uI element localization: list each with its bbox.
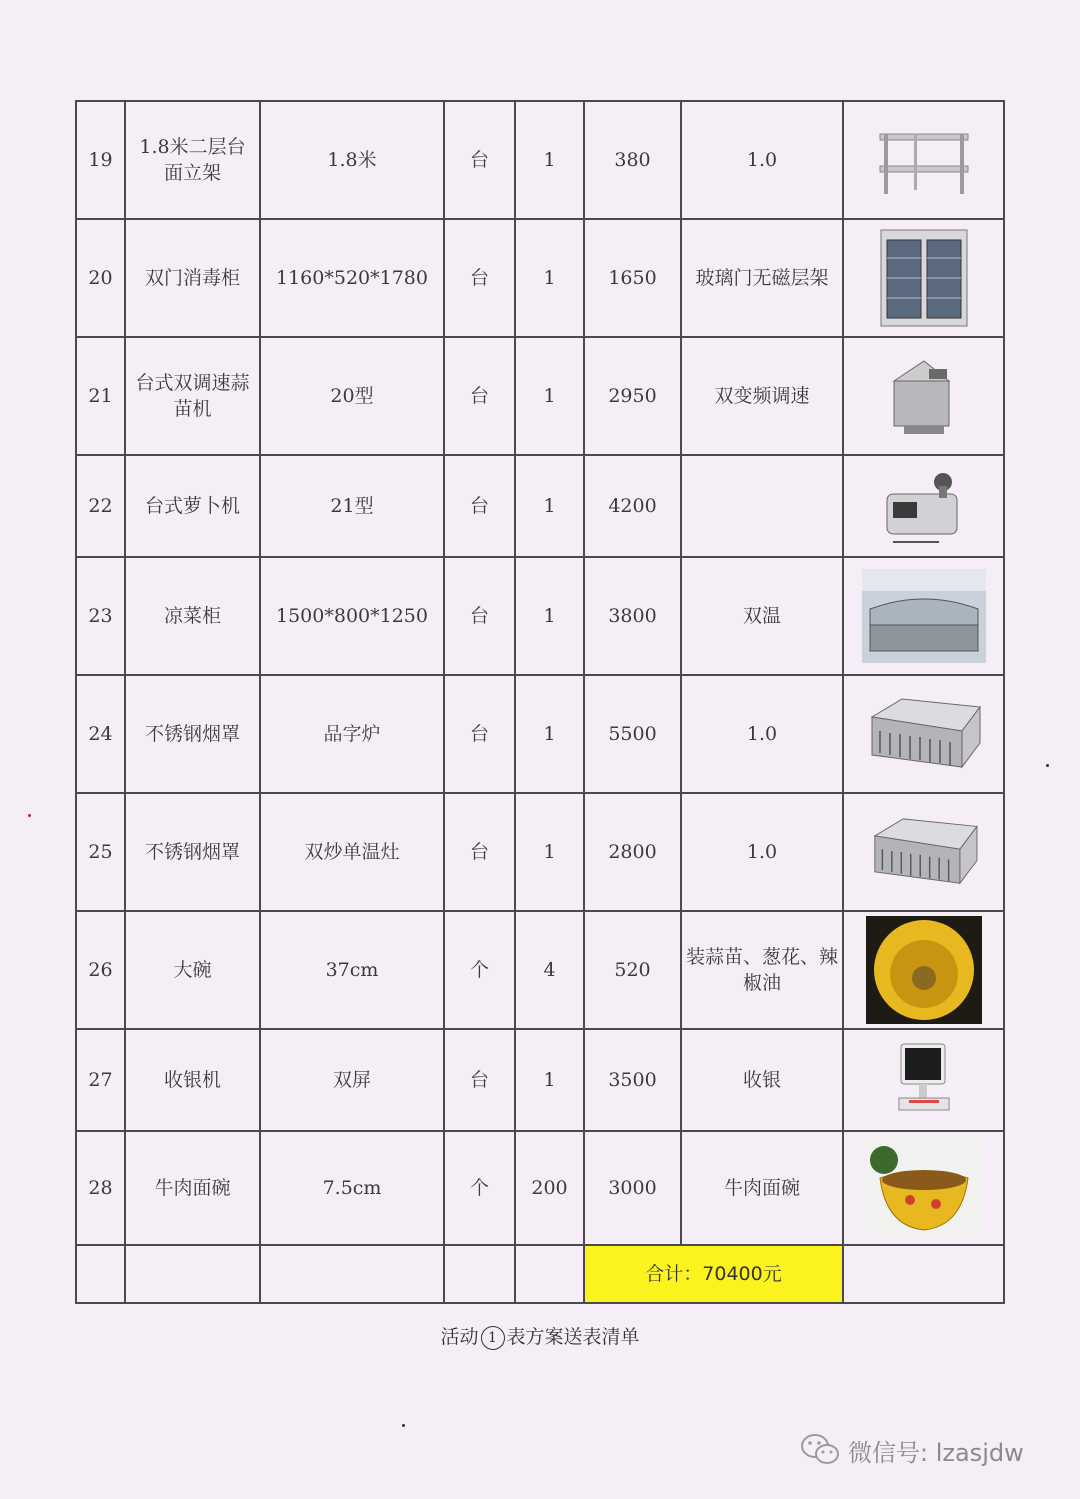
wechat-watermark bbox=[800, 1430, 1024, 1470]
item-quantity: 1 bbox=[515, 101, 584, 219]
row-number: 25 bbox=[76, 793, 125, 911]
item-price: 4200 bbox=[584, 455, 681, 557]
row-number: 24 bbox=[76, 675, 125, 793]
item-note: 牛肉面碗 bbox=[681, 1131, 843, 1245]
item-spec: 7.5cm bbox=[260, 1131, 444, 1245]
item-note: 装蒜苗、葱花、辣椒油 bbox=[681, 911, 843, 1029]
row-number: 28 bbox=[76, 1131, 125, 1245]
item-name: 台式双调速蒜苗机 bbox=[125, 337, 260, 455]
range-hood-icon bbox=[864, 817, 984, 887]
item-price: 1650 bbox=[584, 219, 681, 337]
item-name: 1.8米二层台面立架 bbox=[125, 101, 260, 219]
cash-register-icon bbox=[889, 1038, 959, 1122]
row-number: 23 bbox=[76, 557, 125, 675]
item-photo bbox=[843, 557, 1004, 675]
item-spec: 双屏 bbox=[260, 1029, 444, 1131]
table-row bbox=[76, 675, 1004, 793]
circled-number: 1 bbox=[481, 1326, 505, 1350]
table-row bbox=[76, 1131, 1004, 1245]
item-unit: 台 bbox=[444, 455, 515, 557]
total-row bbox=[76, 1245, 1004, 1303]
item-photo bbox=[843, 675, 1004, 793]
item-photo bbox=[843, 911, 1004, 1029]
two-tier-shelf-icon bbox=[874, 120, 974, 200]
item-unit: 台 bbox=[444, 219, 515, 337]
row-number: 19 bbox=[76, 101, 125, 219]
item-price: 3500 bbox=[584, 1029, 681, 1131]
item-spec: 20型 bbox=[260, 337, 444, 455]
item-quantity: 200 bbox=[515, 1131, 584, 1245]
item-quantity: 1 bbox=[515, 793, 584, 911]
item-spec: 品字炉 bbox=[260, 675, 444, 793]
table-row bbox=[76, 1029, 1004, 1131]
item-name: 不锈钢烟罩 bbox=[125, 675, 260, 793]
item-photo bbox=[843, 337, 1004, 455]
grand-total: 合计：70400元 bbox=[584, 1245, 843, 1303]
item-photo bbox=[843, 793, 1004, 911]
item-spec: 1500*800*1250 bbox=[260, 557, 444, 675]
vegetable-cutter-icon bbox=[884, 351, 964, 441]
item-quantity: 1 bbox=[515, 675, 584, 793]
table-row bbox=[76, 101, 1004, 219]
item-unit: 台 bbox=[444, 793, 515, 911]
item-photo bbox=[843, 101, 1004, 219]
wechat-icon bbox=[800, 1433, 840, 1467]
item-note: 收银 bbox=[681, 1029, 843, 1131]
item-spec: 1160*520*1780 bbox=[260, 219, 444, 337]
item-unit: 台 bbox=[444, 101, 515, 219]
item-note: 双变频调速 bbox=[681, 337, 843, 455]
item-name: 双门消毒柜 bbox=[125, 219, 260, 337]
range-hood-icon bbox=[862, 697, 986, 771]
item-photo bbox=[843, 219, 1004, 337]
item-spec: 1.8米 bbox=[260, 101, 444, 219]
item-note: 玻璃门无磁层架 bbox=[681, 219, 843, 337]
item-price: 3000 bbox=[584, 1131, 681, 1245]
display-cabinet-icon bbox=[862, 569, 986, 663]
item-name: 不锈钢烟罩 bbox=[125, 793, 260, 911]
item-photo bbox=[843, 1029, 1004, 1131]
item-quantity: 1 bbox=[515, 455, 584, 557]
row-number: 21 bbox=[76, 337, 125, 455]
table-caption: 活动 1 表方案送表清单 bbox=[440, 1326, 640, 1348]
item-spec: 37cm bbox=[260, 911, 444, 1029]
scan-speck bbox=[402, 1424, 405, 1427]
scan-speck bbox=[1046, 764, 1049, 767]
item-quantity: 1 bbox=[515, 557, 584, 675]
sterilizer-cabinet-icon bbox=[879, 228, 969, 328]
item-note bbox=[681, 455, 843, 557]
item-price: 5500 bbox=[584, 675, 681, 793]
item-spec: 双炒单温灶 bbox=[260, 793, 444, 911]
table-row bbox=[76, 337, 1004, 455]
item-unit: 台 bbox=[444, 675, 515, 793]
table-row bbox=[76, 455, 1004, 557]
row-number: 27 bbox=[76, 1029, 125, 1131]
table-row bbox=[76, 911, 1004, 1029]
table-row bbox=[76, 219, 1004, 337]
item-unit: 个 bbox=[444, 1131, 515, 1245]
item-price: 2800 bbox=[584, 793, 681, 911]
row-number: 26 bbox=[76, 911, 125, 1029]
equipment-table bbox=[75, 100, 1005, 1304]
beef-noodle-bowl-icon bbox=[866, 1138, 982, 1238]
row-number: 20 bbox=[76, 219, 125, 337]
item-quantity: 4 bbox=[515, 911, 584, 1029]
item-note: 1.0 bbox=[681, 793, 843, 911]
item-price: 2950 bbox=[584, 337, 681, 455]
item-name: 大碗 bbox=[125, 911, 260, 1029]
item-unit: 台 bbox=[444, 337, 515, 455]
item-note: 1.0 bbox=[681, 675, 843, 793]
item-unit: 台 bbox=[444, 557, 515, 675]
table-row bbox=[76, 557, 1004, 675]
table-row bbox=[76, 793, 1004, 911]
item-spec: 21型 bbox=[260, 455, 444, 557]
item-name: 台式萝卜机 bbox=[125, 455, 260, 557]
yellow-bowl-icon bbox=[866, 916, 982, 1024]
item-quantity: 1 bbox=[515, 1029, 584, 1131]
item-unit: 台 bbox=[444, 1029, 515, 1131]
row-number: 22 bbox=[76, 455, 125, 557]
watermark-text: 微信号: lzasjdw bbox=[848, 1438, 1024, 1467]
item-photo bbox=[843, 455, 1004, 557]
item-quantity: 1 bbox=[515, 337, 584, 455]
item-photo bbox=[843, 1131, 1004, 1245]
item-name: 牛肉面碗 bbox=[125, 1131, 260, 1245]
item-name: 凉菜柜 bbox=[125, 557, 260, 675]
item-price: 520 bbox=[584, 911, 681, 1029]
item-price: 380 bbox=[584, 101, 681, 219]
item-price: 3800 bbox=[584, 557, 681, 675]
radish-machine-icon bbox=[879, 464, 969, 549]
item-quantity: 1 bbox=[515, 219, 584, 337]
scan-speck bbox=[28, 814, 31, 817]
item-note: 1.0 bbox=[681, 101, 843, 219]
item-note: 双温 bbox=[681, 557, 843, 675]
item-name: 收银机 bbox=[125, 1029, 260, 1131]
item-unit: 个 bbox=[444, 911, 515, 1029]
